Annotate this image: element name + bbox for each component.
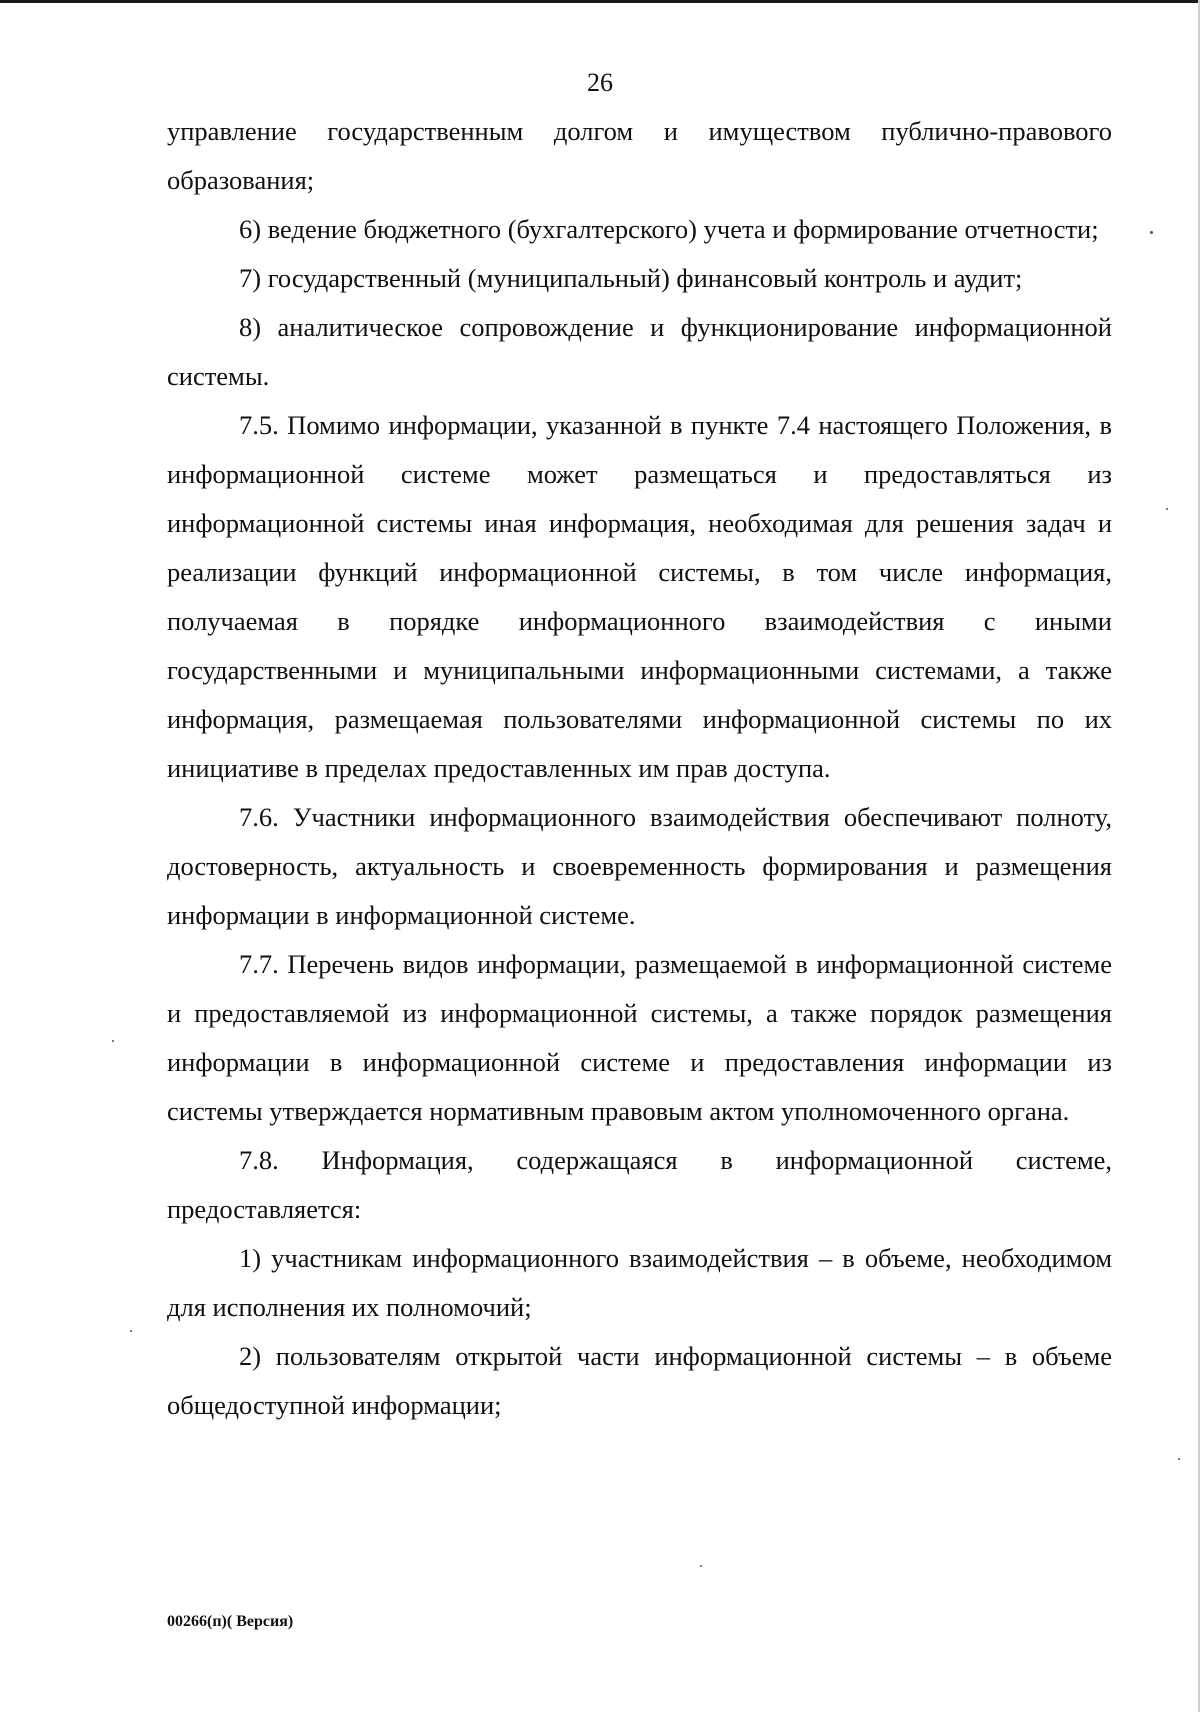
document-code: 00266(п) xyxy=(167,1613,227,1630)
scan-speck xyxy=(1150,231,1153,234)
scan-speck xyxy=(112,1040,114,1042)
document-version: ( Версия) xyxy=(226,1613,294,1630)
page-number: 26 xyxy=(587,68,613,97)
scan-top-edge xyxy=(0,0,1200,3)
scan-speck xyxy=(1178,1458,1180,1460)
paragraph: 7.6. Участники информационного взаимодействия обеспечивают полноту, достоверность, актуальность и своевременность формирования и размещения информации в информационной системе. xyxy=(167,802,1112,930)
paragraph: 7.7. Перечень видов информации, размещаемой в информационной системе и предоставляемой из информационной системы, а также порядок размещения информации в информационной системе и предоставления информации из системы утверждается нормативным правовым актом уполномоченного органа. xyxy=(167,949,1112,1126)
paragraph: 8) аналитическое сопровождение и функционирование информационной системы. xyxy=(167,312,1112,391)
scan-speck xyxy=(130,1330,132,1332)
body-text xyxy=(167,107,1112,1430)
paragraph: 7.8. Информация, содержащаяся в информационной системе, предоставляется: xyxy=(167,1145,1112,1224)
scan-speck xyxy=(1166,508,1168,510)
scan-speck xyxy=(700,1565,702,1567)
paragraph: 1) участникам информационного взаимодействия – в объеме, необходимом для исполнения их полномочий; xyxy=(167,1243,1112,1322)
paragraph: 7) государственный (муниципальный) финансовый контроль и аудит; xyxy=(239,263,1023,293)
paragraph: 2) пользователям открытой части информационной системы – в объеме общедоступной информации; xyxy=(167,1341,1112,1420)
paragraph: 6) ведение бюджетного (бухгалтерского) учета и формирование отчетности; xyxy=(239,214,1099,244)
document-footer-code xyxy=(167,1612,293,1632)
paragraph: 7.5. Помимо информации, указанной в пункте 7.4 настоящего Положения, в информационной системе может размещаться и предоставляться из информационной системы иная информация, необходимая для решения задач и реализации функций информационной системы, в том числе информация, получаемая в порядке информационного взаимодействия с иными государственными и муниципальными информационными системами, а также информация, размещаемая пользователями информационной системы по их инициативе в пределах предоставленных им прав доступа. xyxy=(167,410,1112,783)
paragraph: управление государственным долгом и имуществом публично-правового образования; xyxy=(167,116,1112,195)
